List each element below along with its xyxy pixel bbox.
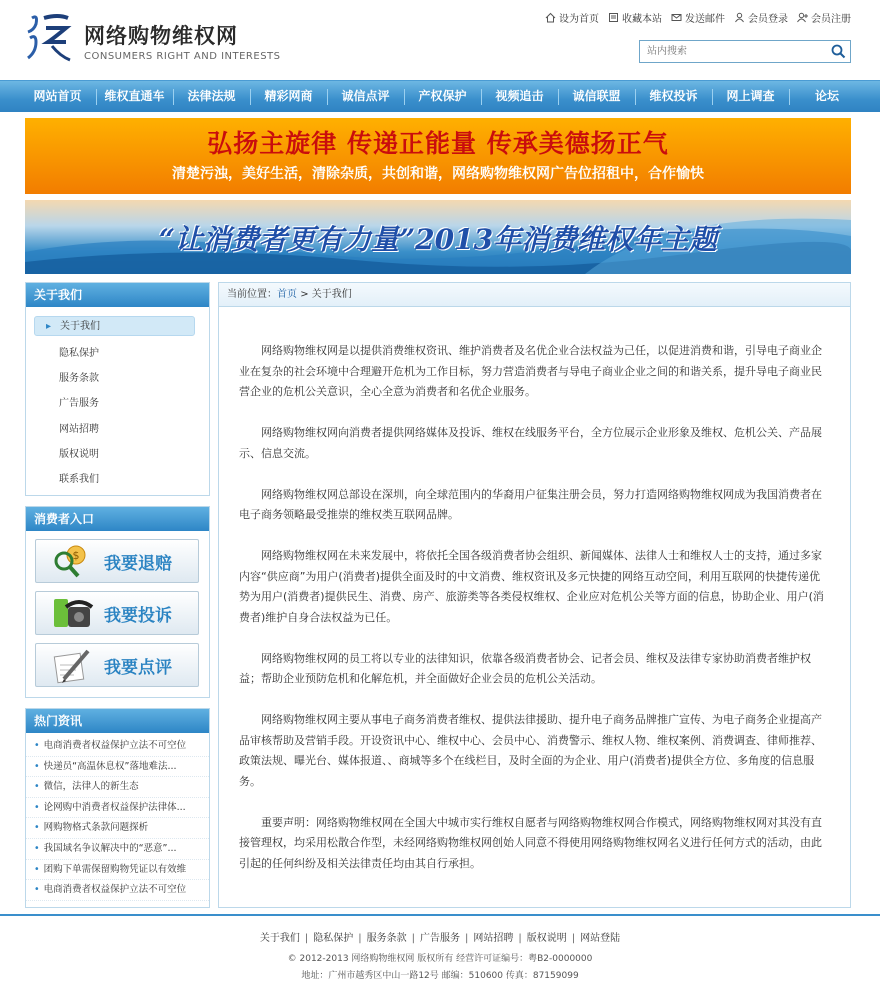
bookmark-link[interactable] bbox=[608, 10, 662, 25]
footer-link-jobs[interactable]: 网站招聘 bbox=[473, 933, 514, 944]
about-item-about[interactable]: ▸ 关于我们 bbox=[34, 316, 195, 336]
nav-credit-alliance[interactable]: 诚信联盟 bbox=[558, 81, 635, 112]
nav-merchants[interactable]: 精彩网商 bbox=[250, 81, 327, 112]
user-add-icon bbox=[797, 12, 808, 23]
member-login-link[interactable] bbox=[734, 10, 788, 25]
about-item-terms[interactable]: 服务条款 bbox=[59, 373, 99, 385]
footer-link-login[interactable]: 网站登陆 bbox=[580, 933, 621, 944]
site-title: 网络购物维权网 bbox=[84, 24, 238, 48]
nav-credit-review[interactable]: 诚信点评 bbox=[327, 81, 404, 112]
list-item[interactable]: • 快递员“高温休息权”落地难法... bbox=[26, 757, 209, 778]
nav-ip-protection[interactable]: 产权保护 bbox=[404, 81, 481, 112]
refund-button[interactable] bbox=[35, 539, 199, 583]
about-menu bbox=[26, 307, 209, 492]
footer-link-about[interactable]: 关于我们 bbox=[259, 933, 300, 944]
search-input[interactable] bbox=[640, 41, 820, 62]
refund-button-label: 我要退赔 bbox=[104, 553, 172, 574]
breadcrumb-home[interactable]: 首页 bbox=[277, 289, 297, 300]
set-homepage-link[interactable] bbox=[545, 10, 599, 25]
consumer-panel-title: 消费者入口 bbox=[26, 507, 209, 531]
list-item[interactable]: • 网购物格式条款问题探析 bbox=[26, 818, 209, 839]
refund-icon bbox=[50, 541, 94, 581]
ad-banner[interactable] bbox=[25, 118, 851, 194]
list-item[interactable]: • 电商消费者权益保护立法不可空位 bbox=[26, 736, 209, 757]
pen-paper-icon bbox=[50, 645, 94, 685]
paragraph: 重要声明：网络购物维权网在全国大中城市实行维权自愿者与网络购物维权网合作模式，网络购物维权网对其没有直接管理权，均采用松散合作型，未经网络购物维权网创始人同意不得使用网络购物维权网名义进行任何方式的活动，由此引起的任何纠纷及相关法律责任均由其自行承担。 bbox=[239, 815, 822, 870]
member-register-link[interactable] bbox=[797, 10, 851, 25]
home-icon bbox=[545, 12, 556, 23]
about-item-contact[interactable]: 联系我们 bbox=[59, 473, 99, 485]
set-homepage-label: 设为首页 bbox=[559, 14, 599, 25]
main-nav bbox=[0, 80, 880, 112]
copyright-text: © 2012-2013 网络购物维权网 版权所有 经营许可证编号：粤B2-0000000 bbox=[287, 954, 593, 964]
footer-link-terms[interactable]: 服务条款 bbox=[366, 933, 407, 944]
complain-button-label: 我要投诉 bbox=[104, 605, 172, 626]
nav-complaints[interactable]: 维权投诉 bbox=[635, 81, 712, 112]
search-box bbox=[639, 40, 851, 63]
nav-video[interactable]: 视频追击 bbox=[481, 81, 558, 112]
paragraph: 网络购物维权网是以提供消费维权资讯、维护消费者及名优企业合法权益为己任，以促进消费和谐，引导电子商业企业在复杂的社会环境中合理避开危机为工作目标，努力营造消费者与导电子商业企业之间的和谐关系，提升导电子商业民营企业的危机公关意识，全心全意为消费者和名优企业服务。 bbox=[239, 344, 822, 398]
complain-button[interactable] bbox=[35, 591, 199, 635]
about-panel bbox=[25, 282, 210, 496]
hot-news-title: 热门资讯 bbox=[26, 709, 209, 733]
search-icon[interactable] bbox=[831, 44, 846, 59]
send-mail-label: 发送邮件 bbox=[685, 14, 725, 25]
hot-news-panel bbox=[25, 708, 210, 908]
paragraph: 网络购物维权网总部设在深圳，向全球范围内的华裔用户征集注册会员，努力打造网络购物维权网成为我国消费者在电子商务领略最受推崇的维权类互联网品牌。 bbox=[239, 487, 822, 521]
consumer-panel bbox=[25, 506, 210, 698]
footer-link-ads[interactable]: 广告服务 bbox=[420, 933, 460, 944]
about-item-jobs[interactable]: 网站招聘 bbox=[59, 423, 99, 435]
about-item-ads[interactable]: 广告服务 bbox=[59, 398, 99, 410]
nav-home[interactable]: 网站首页 bbox=[33, 89, 82, 103]
phone-icon bbox=[50, 593, 94, 633]
theme-banner-text: “让消费者更有力量”2013年消费维权年主题 bbox=[158, 223, 718, 256]
main-content bbox=[218, 282, 851, 908]
paragraph: 网络购物维权网主要从事电子商务消费者维权、提供法律援助、提升电子商务品牌推广宣传、为电子商务企业提高产品审核帮助及营销手段。开设资讯中心、维权中心、会员中心、消费警示、维权人物、维权案例、消费调查、律师推荐、政策法规、曝光台、媒体报道、、商城等多个在线栏目，及时全面的为企业、用户(消费者)提供全方位、多角度的信息服务。 bbox=[239, 713, 822, 788]
svg-text:$: $ bbox=[72, 549, 80, 562]
about-item-privacy[interactable]: 隐私保护 bbox=[59, 348, 99, 359]
member-login-label: 会员登录 bbox=[748, 14, 788, 25]
logo-icon bbox=[24, 12, 74, 64]
member-register-label: 会员注册 bbox=[811, 14, 851, 25]
paragraph: 网络购物维权网向消费者提供网络媒体及投诉、维权在线服务平台，全方位展示企业形象及维权、危机公关、产品展示、信息交流。 bbox=[239, 426, 822, 460]
footer-link-copyright[interactable]: 版权说明 bbox=[526, 933, 567, 944]
address-text: 地址：广州市越秀区中山一路12号 邮编：510600 传真：87159099 bbox=[301, 971, 579, 981]
bookmark-label: 收藏本站 bbox=[622, 14, 662, 25]
paragraph: 网络购物维权网在未来发展中，将依托全国各级消费者协会组织、新闻媒体、法律人士和维权人士的支持，通过多家内容“供应商”为用户(消费者)提供全面及时的中文消费、维权资讯及多元快捷的网络互动空间，利用互联网的快捷传递优势为用户(消费者)提供民生、消费、房产、旅游类等各类侵权维权、企业应对危机公关等方面的信息，协助企业、用户(消费者)维护自身合法权益为已任。 bbox=[239, 549, 824, 624]
ad-banner-headline: 弘扬主旋律 传递正能量 传承美德扬正气 bbox=[207, 129, 669, 158]
mail-icon bbox=[671, 12, 682, 23]
about-panel-title: 关于我们 bbox=[26, 283, 209, 307]
bookmark-icon bbox=[608, 12, 619, 23]
about-item-copyright[interactable]: 版权说明 bbox=[59, 448, 99, 460]
footer-links: 关于我们 | 隐私保护 | 服务条款 | 广告服务 | 网站招聘 | 版权说明 | 网站登陆 bbox=[259, 933, 621, 944]
breadcrumb bbox=[219, 283, 850, 307]
send-mail-link[interactable] bbox=[671, 10, 725, 25]
nav-laws[interactable]: 法律法规 bbox=[173, 81, 250, 112]
user-icon bbox=[734, 12, 745, 23]
breadcrumb-separator: > bbox=[300, 289, 309, 300]
top-links bbox=[545, 10, 851, 25]
paragraph: 网络购物维权网的员工将以专业的法律知识，依靠各级消费者协会、记者会员、维权及法律专家协助消费者维护权益；帮助企业预防危机和化解危机，并全面做好企业会员的危机公关活动。 bbox=[239, 651, 811, 685]
site-subtitle: CONSUMERS RIGHT AND INTERESTS bbox=[84, 51, 281, 62]
list-item[interactable]: • 微信，法律人的新生态 bbox=[26, 777, 209, 798]
breadcrumb-prefix: 当前位置： bbox=[227, 289, 277, 300]
article-body bbox=[219, 307, 850, 874]
list-item[interactable]: • 电商消费者权益保护立法不可空位 bbox=[26, 880, 209, 901]
list-item[interactable]: • 团购下单需保留购物凭证以有效维 bbox=[26, 860, 209, 881]
nav-forum[interactable]: 论坛 bbox=[789, 81, 865, 112]
breadcrumb-current: 关于我们 bbox=[311, 289, 352, 300]
theme-banner[interactable] bbox=[25, 200, 851, 274]
footer-divider bbox=[0, 914, 880, 916]
footer-link-privacy[interactable]: 隐私保护 bbox=[313, 933, 354, 944]
list-item[interactable]: • 论网购中消费者权益保护法律体... bbox=[26, 798, 209, 819]
ad-banner-subline: 清楚污浊，美好生活，清除杂质，共创和谐，网络购物维权网广告位招租中，合作愉快 bbox=[172, 166, 704, 182]
nav-rights-express[interactable]: 维权直通车 bbox=[96, 81, 173, 112]
review-button[interactable] bbox=[35, 643, 199, 687]
hot-news-list bbox=[26, 733, 209, 901]
review-button-label: 我要点评 bbox=[104, 657, 172, 678]
list-item[interactable]: • 我国域名争议解决中的“恶意”... bbox=[26, 839, 209, 860]
nav-survey[interactable]: 网上调查 bbox=[712, 81, 789, 112]
